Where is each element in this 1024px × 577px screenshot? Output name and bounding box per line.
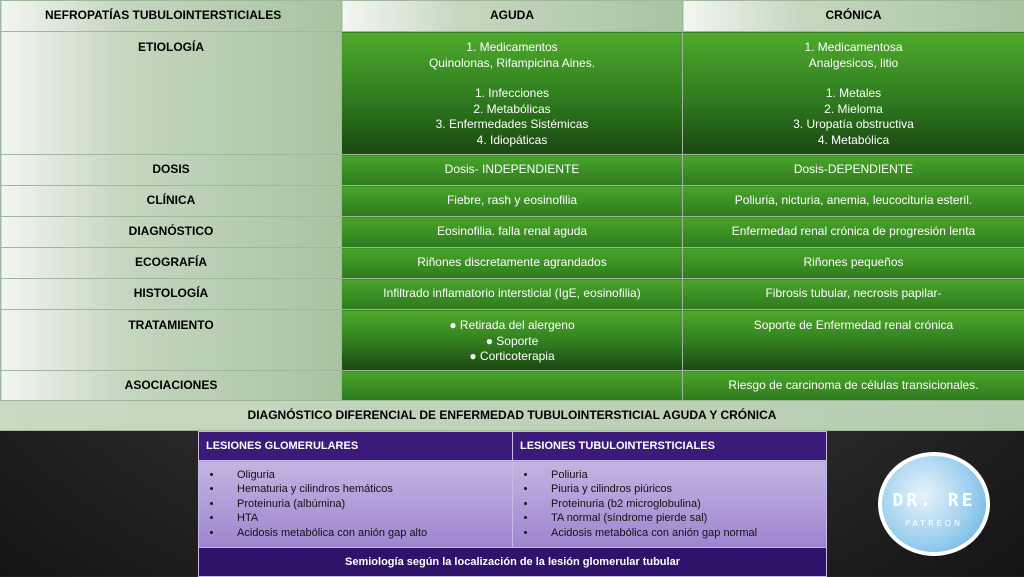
etiologia-cronica-line: 1. Medicamentosa (683, 40, 1024, 56)
etiologia-aguda-line: Quinolonas, Rifampicina Aines. (342, 56, 682, 72)
label-etiologia: ETIOLOGÍA (1, 32, 341, 56)
asociaciones-cronica: Riesgo de carcinoma de células transicionales. (683, 371, 1024, 401)
tratamiento-cronica: Soporte de Enfermedad renal crónica (683, 310, 1024, 334)
row-ecografia (1, 248, 1024, 279)
clinica-aguda: Fiebre, rash y eosinofilia (342, 186, 683, 217)
etiologia-aguda-line: 2. Metabólicas (342, 102, 682, 118)
row-diagnostico (1, 217, 1024, 248)
header-tubulointersticiales: LESIONES TUBULOINTERSTICIALES (513, 432, 827, 461)
label-ecografia: ECOGRAFÍA (1, 248, 342, 279)
list-item: • TA normal (síndrome pierde sal) (537, 511, 826, 526)
histologia-cronica: Fibrosis tubular, necrosis papilar- (683, 279, 1024, 310)
dr-re-logo (878, 452, 990, 556)
tratamiento-aguda-line: ● Soporte (342, 334, 682, 350)
row-etiologia (1, 32, 1024, 155)
diagnostico-aguda: Eosinofilia. falla renal aguda (342, 217, 683, 248)
tubular-list (513, 468, 826, 541)
etiologia-cronica-line: 3. Uropatía obstructiva (683, 117, 1024, 133)
logo-title: DR. RE (882, 490, 986, 511)
label-dosis: DOSIS (1, 155, 342, 186)
list-item: • Acidosis metabólica con anión gap normal (537, 526, 826, 541)
etiologia-cronica-line: 4. Metabólica (683, 133, 1024, 149)
row-dosis (1, 155, 1024, 186)
dosis-aguda: Dosis- INDEPENDIENTE (342, 155, 683, 186)
list-item: • Hematuria y cilindros hemáticos (223, 482, 512, 497)
row-asociaciones (1, 371, 1024, 401)
header-title: NEFROPATÍAS TUBULOINTERSTICIALES (1, 1, 342, 32)
tratamiento-aguda-line: ● Retirada del alergeno (342, 318, 682, 334)
etiologia-aguda-line: 1. Infecciones (342, 86, 682, 102)
list-item: • HTA (223, 511, 512, 526)
header-glomerulares: LESIONES GLOMERULARES (199, 432, 513, 461)
etiologia-cronica (683, 32, 1024, 148)
etiologia-aguda (342, 32, 682, 148)
header-cronica: CRÓNICA (683, 1, 1024, 32)
row-clinica (1, 186, 1024, 217)
etiologia-aguda-line: 1. Medicamentos (342, 40, 682, 56)
list-item: • Acidosis metabólica con anión gap alto (223, 526, 512, 541)
tratamiento-aguda (342, 310, 682, 365)
etiologia-cronica-line: 1. Metales (683, 86, 1024, 102)
label-asociaciones: ASOCIACIONES (1, 371, 342, 401)
tratamiento-aguda-line: ● Corticoterapia (342, 349, 682, 365)
list-item: • Proteinuria (albúmina) (223, 497, 512, 512)
section-banner: DIAGNÓSTICO DIFERENCIAL DE ENFERMEDAD TUBULOINTERSTICIAL AGUDA Y CRÓNICA (0, 400, 1024, 431)
glomerular-list (199, 468, 512, 541)
label-tratamiento: TRATAMIENTO (1, 310, 341, 334)
footer-caption: Semiología según la localización de la lesión glomerular tubular (199, 548, 827, 577)
etiologia-aguda-line: 3. Enfermedades Sistémicas (342, 117, 682, 133)
histologia-aguda: Infiltrado inflamatorio intersticial (IgE, eosinofilia) (342, 279, 683, 310)
lesion-table (198, 431, 827, 577)
list-item: • Oliguria (223, 468, 512, 483)
clinica-cronica: Poliuria, nicturia, anemia, leucocituria esteril. (683, 186, 1024, 217)
diagnostico-cronica: Enfermedad renal crónica de progresión lenta (683, 217, 1024, 248)
label-histologia: HISTOLOGÍA (1, 279, 342, 310)
label-clinica: CLÍNICA (1, 186, 342, 217)
ecografia-cronica: Riñones pequeños (683, 248, 1024, 279)
logo-subtitle: PATREON (882, 519, 986, 528)
label-diagnostico: DIAGNÓSTICO (1, 217, 342, 248)
ecografia-aguda: Riñones discretamente agrandados (342, 248, 683, 279)
spacer (683, 71, 1024, 86)
row-histologia (1, 279, 1024, 310)
dosis-cronica: Dosis-DEPENDIENTE (683, 155, 1024, 186)
header-row (1, 1, 1024, 32)
etiologia-aguda-line: 4. Idiopáticas (342, 133, 682, 149)
header-aguda: AGUDA (342, 1, 683, 32)
list-item: • Piuria y cilindros piúricos (537, 482, 826, 497)
row-tratamiento (1, 310, 1024, 371)
spacer (342, 71, 682, 86)
etiologia-cronica-line: 2. Mieloma (683, 102, 1024, 118)
list-item: • Poliuria (537, 468, 826, 483)
asociaciones-aguda (342, 371, 683, 401)
etiologia-cronica-line: Analgesicos, litio (683, 56, 1024, 72)
list-item: • Proteinuria (b2 microglobulina) (537, 497, 826, 512)
